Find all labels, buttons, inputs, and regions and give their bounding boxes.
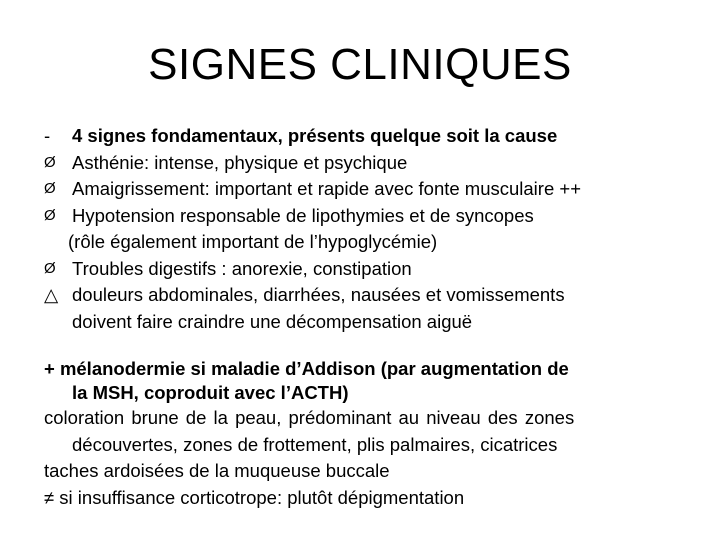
list-item-continuation bbox=[44, 309, 684, 336]
list-item bbox=[44, 150, 684, 177]
list-item-continuation bbox=[44, 229, 684, 256]
list-item bbox=[44, 256, 684, 283]
list-item-text: 4 signes fondamentaux, présents quelque soit la cause bbox=[72, 125, 558, 146]
list-item bbox=[44, 282, 684, 309]
paragraph-line: taches ardoisées de la muqueuse buccale bbox=[44, 460, 390, 481]
list-item-text: Amaigrissement: important et rapide avec fonte musculaire ++ bbox=[72, 178, 581, 199]
list-item bbox=[44, 123, 684, 150]
paragraph-line: + mélanodermie si maladie d’Addison (par augmentation de bbox=[44, 358, 569, 379]
slide-title: SIGNES CLINIQUES bbox=[148, 40, 572, 89]
list-item-text: douleurs abdominales, diarrhées, nausées et vomissements bbox=[72, 284, 565, 305]
list-item-text: Hypotension responsable de lipothymies et de syncopes bbox=[72, 204, 534, 226]
arrow-bullet-icon: Ø bbox=[44, 206, 56, 224]
list-item-text: Troubles digestifs : anorexie, constipation bbox=[72, 257, 412, 279]
dash-marker: - bbox=[44, 125, 51, 146]
arrow-bullet-icon: Ø bbox=[44, 180, 56, 197]
addison-paragraph bbox=[44, 357, 694, 511]
paragraph-line: la MSH, coproduit avec l’ACTH) bbox=[72, 382, 349, 403]
paragraph-line: coloration brune de la peau, prédominant au niveau des zones bbox=[44, 407, 575, 428]
paragraph-line: découvertes, zones de frottement, plis palmaires, cicatrices bbox=[72, 433, 558, 455]
arrow-bullet-icon: Ø bbox=[44, 153, 56, 171]
list-item bbox=[44, 176, 684, 203]
list-item-text: (rôle également important de l’hypoglycémie) bbox=[68, 231, 438, 252]
paragraph-line: ≠ si insuffisance corticotrope: plutôt dépigmentation bbox=[44, 486, 465, 508]
triangle-bullet-icon: △ bbox=[44, 284, 59, 305]
arrow-bullet-icon: Ø bbox=[44, 259, 56, 277]
list-item-text: Asthénie: intense, physique et psychique bbox=[72, 151, 408, 173]
symptom-list bbox=[44, 123, 684, 335]
list-item-text: doivent faire craindre une décompensation aiguë bbox=[72, 310, 473, 332]
list-item bbox=[44, 203, 684, 230]
